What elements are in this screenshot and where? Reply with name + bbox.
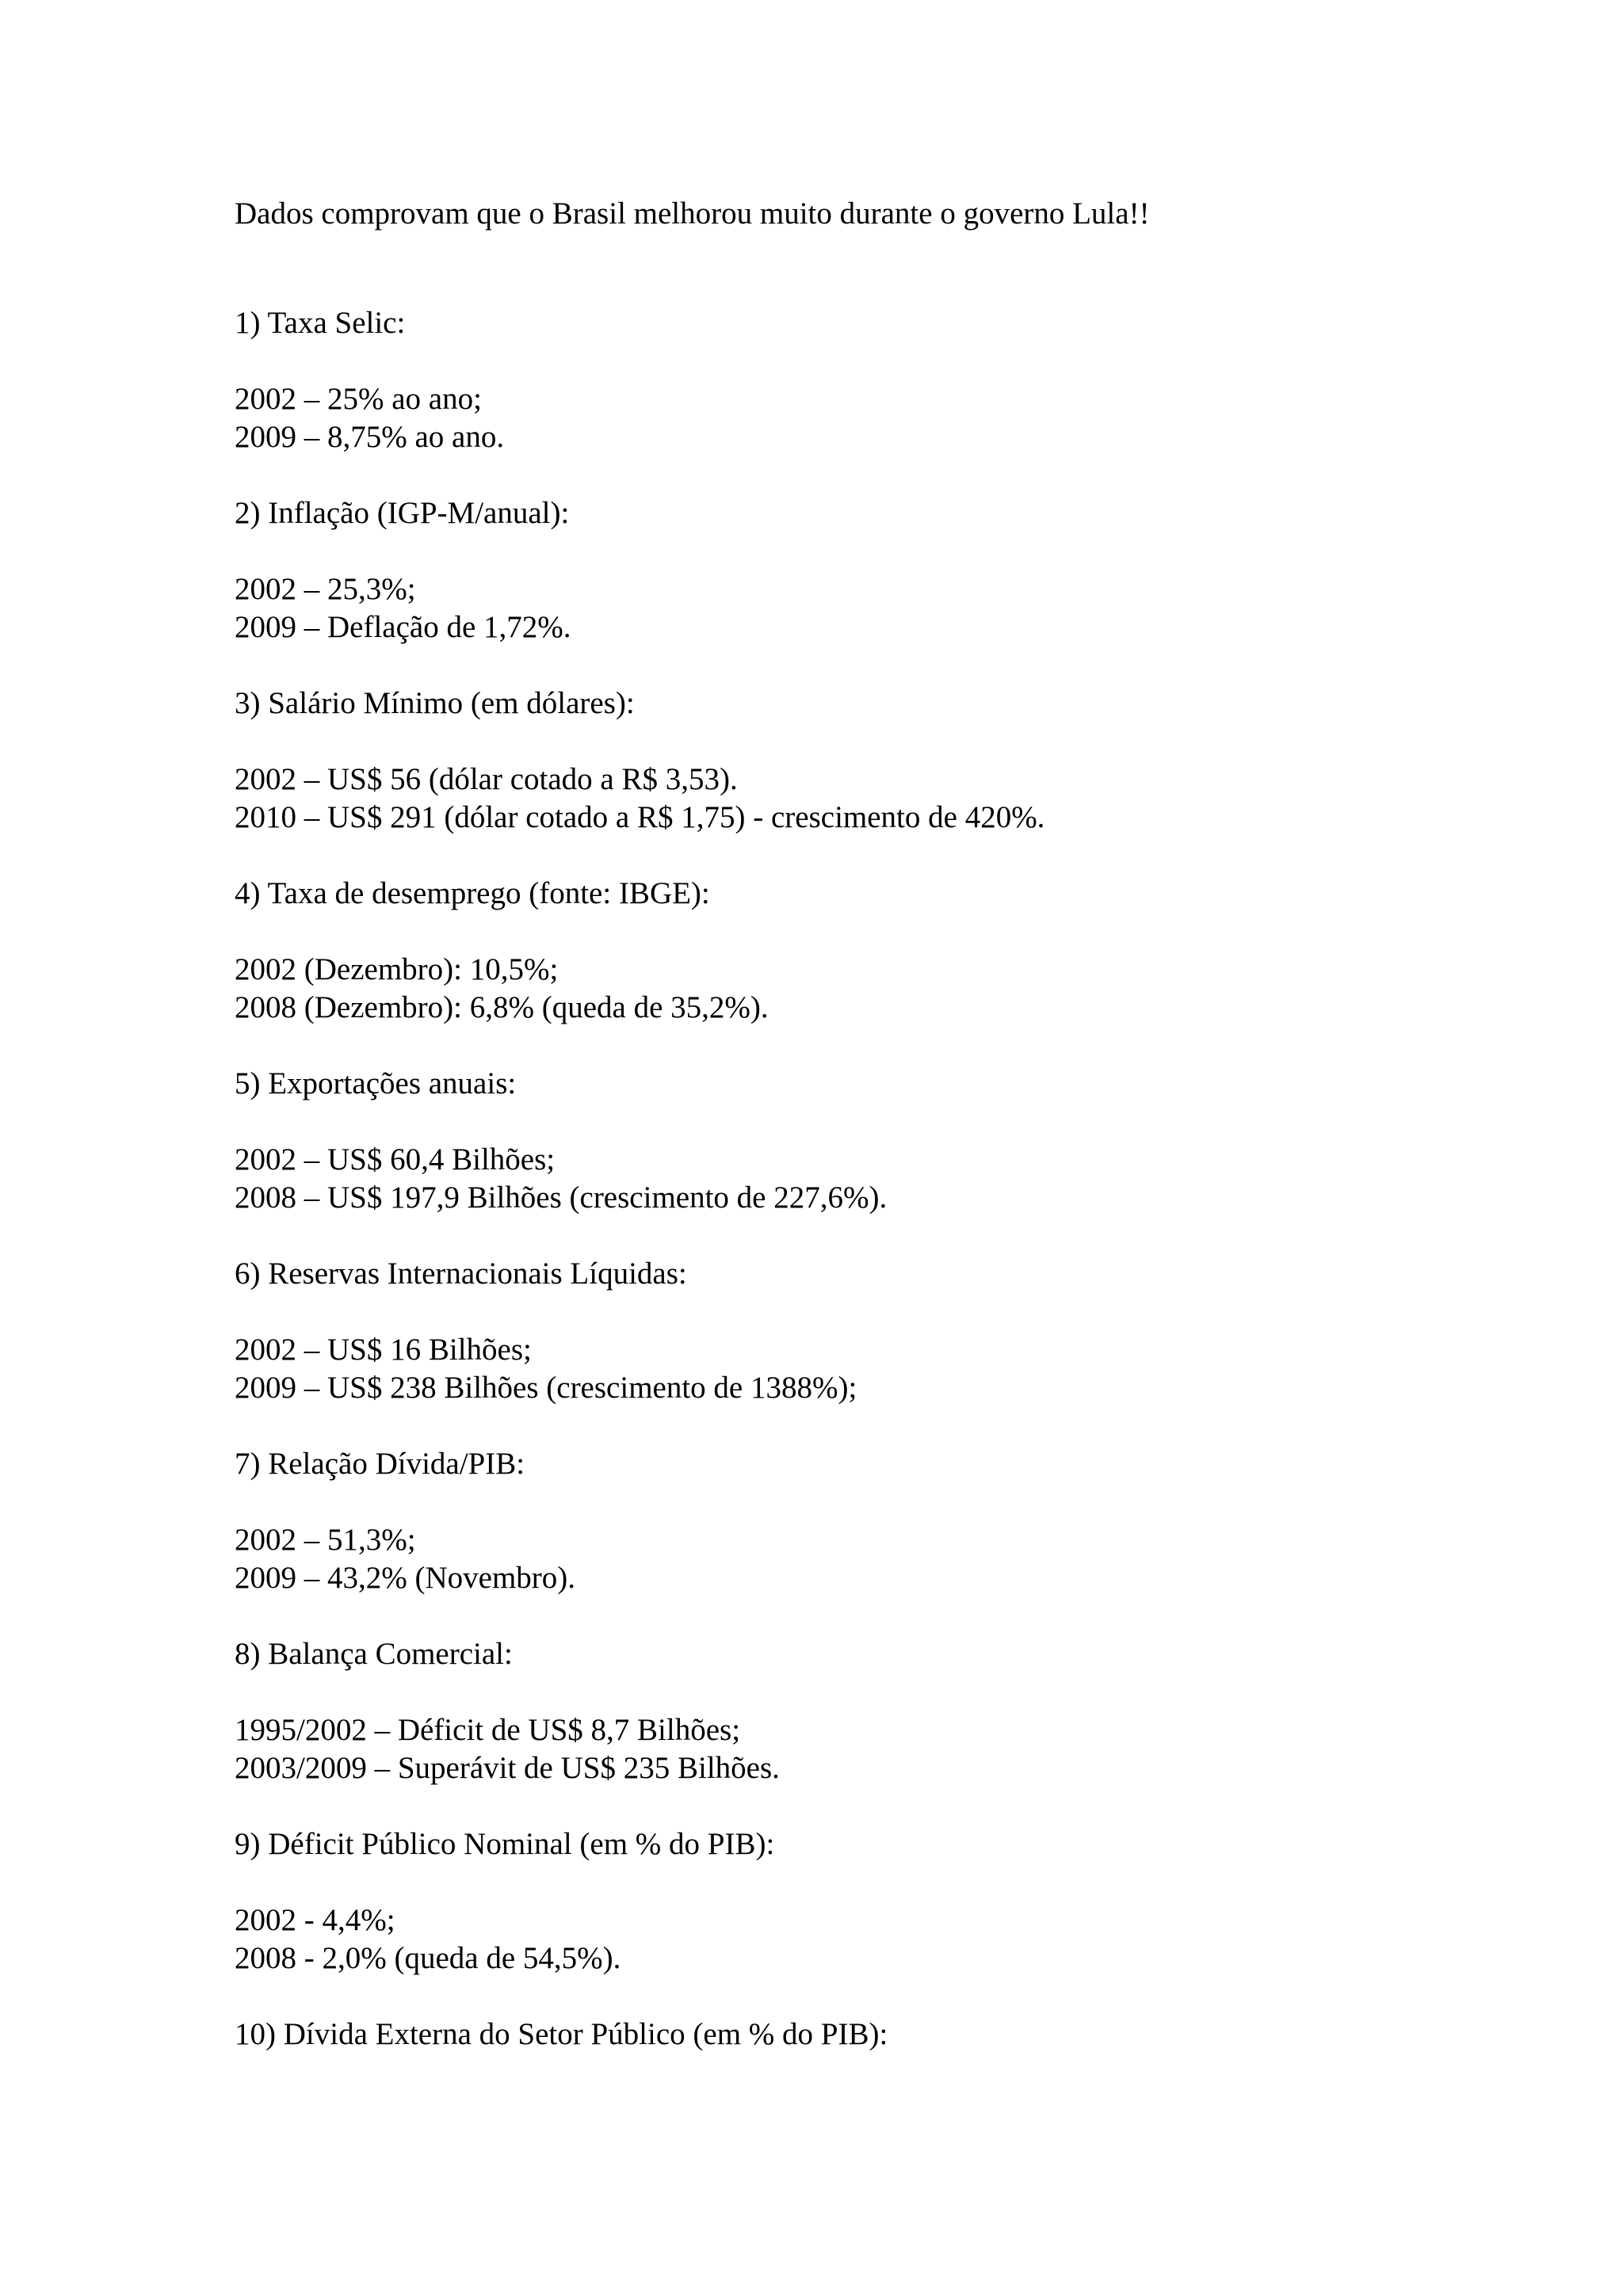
section-inflacao (235, 494, 1423, 646)
section-heading: 6) Reservas Internacionais Líquidas: (235, 1257, 687, 1291)
section-line: 2009 – Deflação de 1,72%. (235, 610, 571, 644)
section-heading: 4) Taxa de desemprego (fonte: IBGE): (235, 876, 710, 910)
section-line: 2002 - 4,4%; (235, 1903, 395, 1937)
section-line: 2002 – US$ 60,4 Bilhões; (235, 1142, 556, 1177)
section-line: 2009 – US$ 238 Bilhões (crescimento de 1388%); (235, 1371, 857, 1405)
section-heading: 1) Taxa Selic: (235, 306, 406, 340)
section-taxa-selic (235, 304, 1423, 456)
document-body (235, 195, 1423, 2092)
section-deficit-publico (235, 1825, 1423, 1978)
section-line: 2003/2009 – Superávit de US$ 235 Bilhões. (235, 1751, 780, 1785)
section-line: 2008 – US$ 197,9 Bilhões (crescimento de 227,6%). (235, 1180, 888, 1215)
section-heading: 3) Salário Mínimo (em dólares): (235, 686, 635, 720)
section-line: 2010 – US$ 291 (dólar cotado a R$ 1,75) - crescimento de 420%. (235, 800, 1045, 834)
section-line: 2008 - 2,0% (queda de 54,5%). (235, 1941, 621, 1975)
section-balanca-comercial (235, 1635, 1423, 1787)
section-line: 2009 – 43,2% (Novembro). (235, 1561, 576, 1595)
section-heading: 10) Dívida Externa do Setor Público (em % do PIB): (235, 2017, 888, 2051)
section-line: 2002 – 25,3%; (235, 572, 416, 606)
section-divida-pib (235, 1445, 1423, 1597)
section-line: 2002 – 51,3%; (235, 1523, 416, 1557)
section-exportacoes (235, 1065, 1423, 1217)
section-salario-minimo (235, 685, 1423, 837)
section-heading: 7) Relação Dívida/PIB: (235, 1447, 525, 1481)
section-line: 2002 – US$ 16 Bilhões; (235, 1333, 532, 1367)
section-heading: 2) Inflação (IGP-M/anual): (235, 496, 570, 530)
section-divida-externa (235, 2016, 1423, 2054)
section-reservas (235, 1255, 1423, 1407)
section-line: 2002 – 25% ao ano; (235, 382, 482, 416)
section-line: 1995/2002 – Déficit de US$ 8,7 Bilhões; (235, 1713, 741, 1747)
section-line: 2002 (Dezembro): 10,5%; (235, 952, 559, 986)
section-line: 2009 – 8,75% ao ano. (235, 420, 505, 454)
document-title: Dados comprovam que o Brasil melhorou muito durante o governo Lula!! (235, 196, 1150, 231)
section-heading: 5) Exportações anuais: (235, 1066, 517, 1100)
section-heading: 8) Balança Comercial: (235, 1637, 513, 1671)
section-taxa-desemprego (235, 875, 1423, 1027)
section-line: 2008 (Dezembro): 6,8% (queda de 35,2%). (235, 990, 769, 1024)
section-line: 2002 – US$ 56 (dólar cotado a R$ 3,53). (235, 762, 738, 796)
section-heading: 9) Déficit Público Nominal (em % do PIB): (235, 1827, 775, 1861)
